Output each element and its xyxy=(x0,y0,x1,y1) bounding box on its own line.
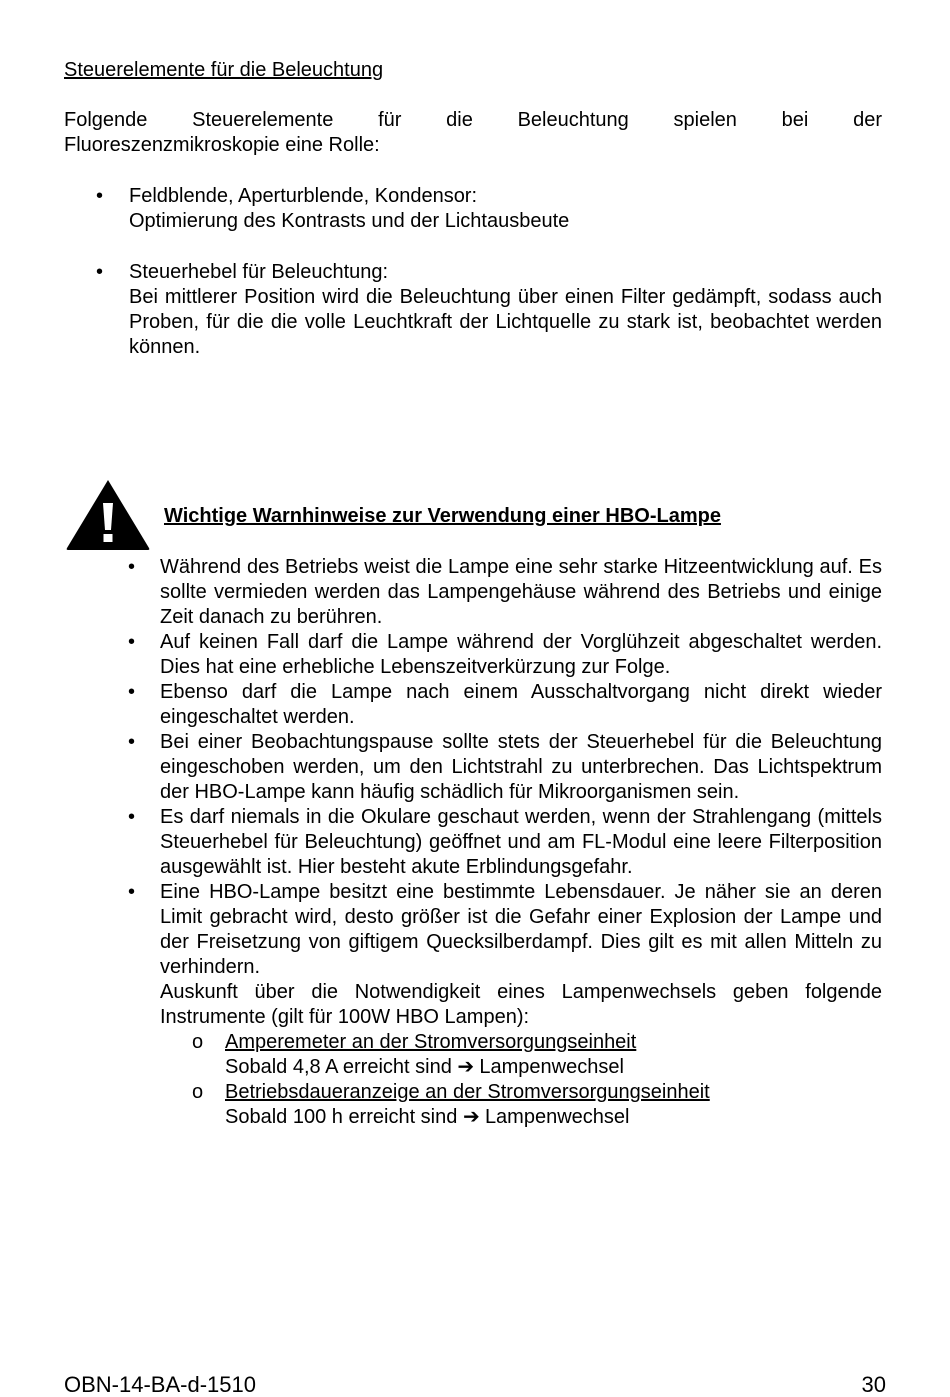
instrument-text: Sobald 100 h erreicht sind ➔ Lampenwechsel xyxy=(225,1106,630,1128)
section-heading: Steuerelemente für die Beleuchtung xyxy=(64,59,384,81)
circle-bullet-icon: o xyxy=(192,1081,204,1103)
document-code: OBN-14-BA-d-1510 xyxy=(64,1372,256,1397)
bullet-icon: • xyxy=(128,881,136,903)
instrument-title: Amperemeter an der Stromversorgungseinheit xyxy=(225,1031,637,1053)
bullet-icon: • xyxy=(96,185,104,207)
warning-triangle-icon xyxy=(64,477,152,551)
control-item-text: Optimierung des Kontrasts und der Lichtausbeute xyxy=(129,210,570,232)
bullet-icon: • xyxy=(96,261,104,283)
bullet-icon: • xyxy=(128,556,136,578)
control-item-1 xyxy=(64,184,882,234)
circle-bullet-icon: o xyxy=(192,1031,204,1053)
bullet-icon: • xyxy=(128,681,136,703)
arrow-right-icon: ➔ xyxy=(462,1106,480,1128)
control-item-text: Bei mittlerer Position wird die Beleuchtung über einen Filter gedämpft, sodass auch Proben, für die die volle Leuchtkraft der Lichtquelle zu stark ist, beobachtet werden können. xyxy=(129,286,882,358)
warning-item: • Bei einer Beobachtungspause sollte stets der Steuerhebel für die Beleuchtung eingeschoben werden, um den Lichtstrahl zu unterbrechen. Das Lichtspektrum der HBO-Lampe kann häufig schädlich für Mikroorganismen sein. xyxy=(128,731,882,803)
intro-paragraph xyxy=(64,108,882,158)
warning-title: Wichtige Warnhinweise zur Verwendung einer HBO-Lampe xyxy=(164,505,721,527)
instrument-text: Sobald 4,8 A erreicht sind ➔ Lampenwechsel xyxy=(225,1056,624,1078)
warning-item: • Auf keinen Fall darf die Lampe während der Vorglühzeit abgeschaltet werden. Dies hat eine erhebliche Lebenszeitverkürzung zur Folge. xyxy=(128,631,882,678)
control-item-2 xyxy=(64,260,882,360)
bullet-icon: • xyxy=(128,731,136,753)
warning-item: • Ebenso darf die Lampe nach einem Ausschaltvorgang nicht direkt wieder eingeschaltet werden. xyxy=(128,681,882,728)
arrow-right-icon: ➔ xyxy=(457,1056,475,1078)
control-item-title: Feldblende, Aperturblende, Kondensor: xyxy=(129,185,478,207)
bullet-icon: • xyxy=(128,631,136,653)
warning-item: • Es darf niemals in die Okulare geschaut werden, wenn der Strahlengang (mittels Steuerhebel für Beleuchtung) geöffnet und am FL-Modul eine leere Filterposition ausgewählt ist. Hier besteht akute Erblindungsgefahr. xyxy=(128,806,882,878)
page-number: 30 xyxy=(861,1372,886,1397)
intro-line-1: Folgende Steuerelemente für die Beleuchtung spielen bei der xyxy=(64,109,882,131)
warning-item: • Während des Betriebs weist die Lampe eine sehr starke Hitzeentwicklung auf. Es sollte vermieden werden das Lampengehäuse während des Betriebs und einige Zeit danach zu berühren. xyxy=(128,556,882,628)
intro-line-2: Fluoreszenzmikroskopie eine Rolle: xyxy=(64,134,380,156)
bullet-icon: • xyxy=(128,806,136,828)
instrument-item-runtime xyxy=(160,1080,882,1130)
lamp-change-info: Auskunft über die Notwendigkeit eines Lampenwechsels geben folgende Instrumente (gilt für 100W HBO Lampen): xyxy=(160,981,882,1028)
control-item-title: Steuerhebel für Beleuchtung: xyxy=(129,261,389,283)
instrument-item-ammeter xyxy=(160,1030,882,1080)
warning-list xyxy=(64,555,882,1130)
instrument-title: Betriebsdaueranzeige an der Stromversorgungseinheit xyxy=(225,1081,710,1103)
warning-item: • Eine HBO-Lampe besitzt eine bestimmte Lebensdauer. Je näher sie an deren Limit gebracht wird, desto größer ist die Gefahr einer Explosion der Lampe und der Freisetzung von giftigem Quecksilberdampf. Dies gilt es mit allen Mitteln zu verhindern. Auskunft über die Notwendigkeit eines Lampenwechsels geben folgende Instrumente (gilt für 100W HBO Lampen): o Amperemeter an der Stromversorgungseinheit Sobald 4,8 A erreicht sind ➔ Lampenwechsel o Betriebsdaueranzeige an der Stromversorgungseinheit Sobald 100 h erreicht sind ➔ Lampenwechsel xyxy=(128,881,882,1128)
